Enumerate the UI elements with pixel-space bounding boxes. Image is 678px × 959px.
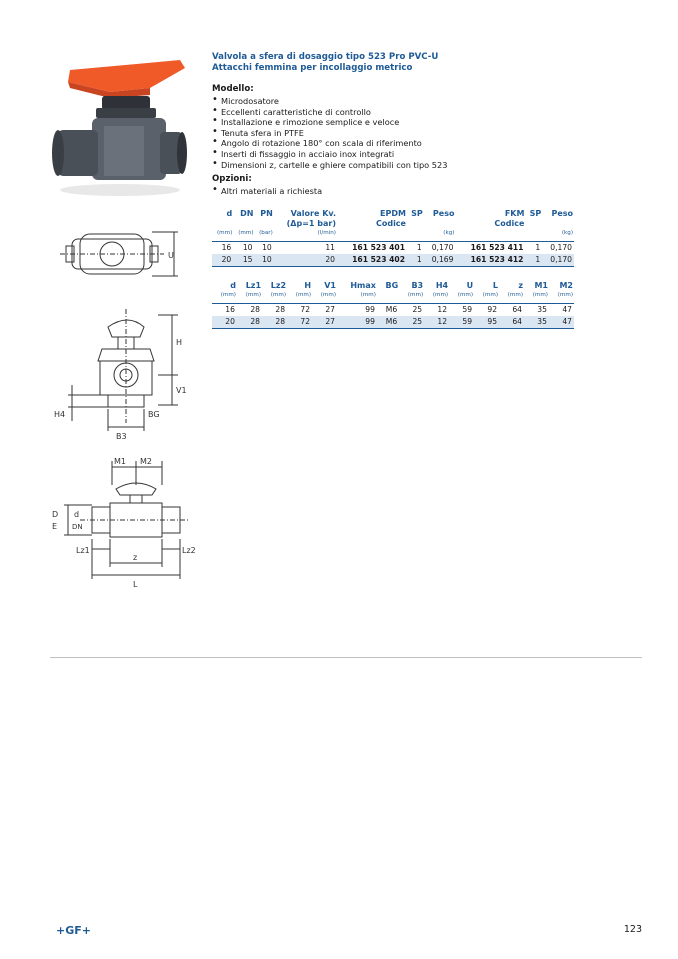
col-header: L [492,280,499,290]
col-unit: (mm) [457,291,474,298]
product-details [212,52,580,329]
col-unit: (mm) [432,291,449,298]
dim-label-d-outer: D [52,510,59,519]
col-unit: (mm) [270,291,287,298]
gf-logo: +GF+ [56,924,91,937]
table-row: 20 15 10 20 161 523 402 1 0,169 161 523 412 1 0,170 [212,254,574,267]
product-title [212,52,580,74]
col-unit: (mm) [238,229,254,236]
dim-label-bg: BG [148,410,160,419]
col-header: M2 [559,280,573,290]
top-view-drawing [40,214,200,289]
feature-list [212,96,580,170]
col-header: V1 [324,280,336,290]
feature-item: • Inserti di fissaggio in acciaio inox integrati [212,149,580,160]
feature-item: • Microdosatore [212,96,580,107]
col-header: z [518,280,523,290]
col-unit: (mm) [507,291,523,298]
col-unit: (mm) [216,229,233,236]
dim-label-l: L [133,580,138,589]
col-header: U [466,280,474,290]
dim-label-m2: M2 [140,457,152,466]
col-header: M1 [534,280,548,290]
col-header: SP [529,208,542,218]
col-header: Hmax [350,280,376,290]
col-unit: (mm) [245,291,262,298]
col-header: Lz1 [245,280,262,290]
col-header: PN [260,208,273,218]
col-unit: (mm) [320,291,336,298]
col-subheader: (Δp=1 bar) [286,218,336,228]
valve-product-photo [40,40,200,200]
col-unit: (mm) [557,291,573,298]
col-header: B3 [411,280,424,290]
col-header: DN [240,208,254,218]
feature-item: • Dimensioni z, cartelle e ghiere compatibili con tipo 523 [212,160,580,171]
table-row: 20 28 28 72 27 99 M6 25 12 59 95 64 35 47 [212,316,574,329]
col-unit: (mm) [407,291,424,298]
feature-item: • Tenuta sfera in PTFE [212,128,580,139]
model-label: Modello: [212,84,254,94]
col-header: d [230,280,236,290]
dimensions-table [212,281,574,329]
product-title-line1: Valvola a sfera di dosaggio tipo 523 Pro PVC-U [212,52,439,62]
options-label: Opzioni: [212,174,252,185]
col-unit: (mm) [220,291,236,298]
dim-label-d: d [74,510,80,519]
side-view-drawing [40,305,200,445]
col-subheader: Codice [375,218,406,228]
col-header: BG [385,280,399,290]
dim-label-e: E [52,522,58,531]
col-header: Lz2 [270,280,287,290]
col-header: Valore Kv. [290,208,336,218]
col-header: EPDM [380,208,406,218]
page-number: 123 [623,924,642,935]
col-header: d [226,208,233,218]
col-unit: (kg) [443,229,455,236]
col-header: Peso [551,208,573,218]
col-unit: (bar) [259,229,273,236]
dim-label-h4: H4 [54,410,66,419]
code-table [212,209,574,267]
table-row: 16 28 28 72 27 99 M6 25 12 59 92 64 35 47 [225,304,572,314]
feature-item: • Installazione e rimozione semplice e veloce [212,117,580,128]
col-unit: (mm) [532,291,548,298]
drawings-column [40,40,200,599]
dim-label-u: U [168,251,174,260]
col-header: H4 [435,280,449,290]
table-row: 16 10 10 11 161 523 401 1 0,170 161 523 411 1 0,170 [221,242,572,252]
dim-label-lz1: Lz1 [76,546,90,555]
dim-label-lz2: Lz2 [182,546,196,555]
feature-item: • Angolo di rotazione 180° con scala di riferimento [212,138,580,149]
section-divider [50,657,642,658]
dim-label-m1: M1 [114,457,126,466]
dim-label-h: H [176,338,183,347]
front-view-drawing [40,455,200,595]
options-list [212,186,580,197]
col-unit: (kg) [561,229,573,236]
col-unit: (mm) [482,291,499,298]
dim-label-v1: V1 [176,386,187,395]
product-title-line2: Attacchi femmina per incollaggio metrico [212,63,413,73]
feature-item: • Eccellenti caratteristiche di controllo [212,107,580,118]
col-unit: (mm) [295,291,312,298]
col-header: Peso [432,208,455,218]
col-unit: (l/min) [317,229,336,236]
col-subheader: Codice [494,218,525,228]
dim-label-dn: DN [72,523,83,531]
col-unit: (mm) [360,291,376,298]
dim-label-z: z [133,553,138,562]
col-header: FKM [504,208,525,218]
option-item: • Altri materiali a richiesta [212,186,580,197]
col-header: SP [411,208,423,218]
col-header: H [304,280,312,290]
dim-label-b3: B3 [116,432,127,441]
